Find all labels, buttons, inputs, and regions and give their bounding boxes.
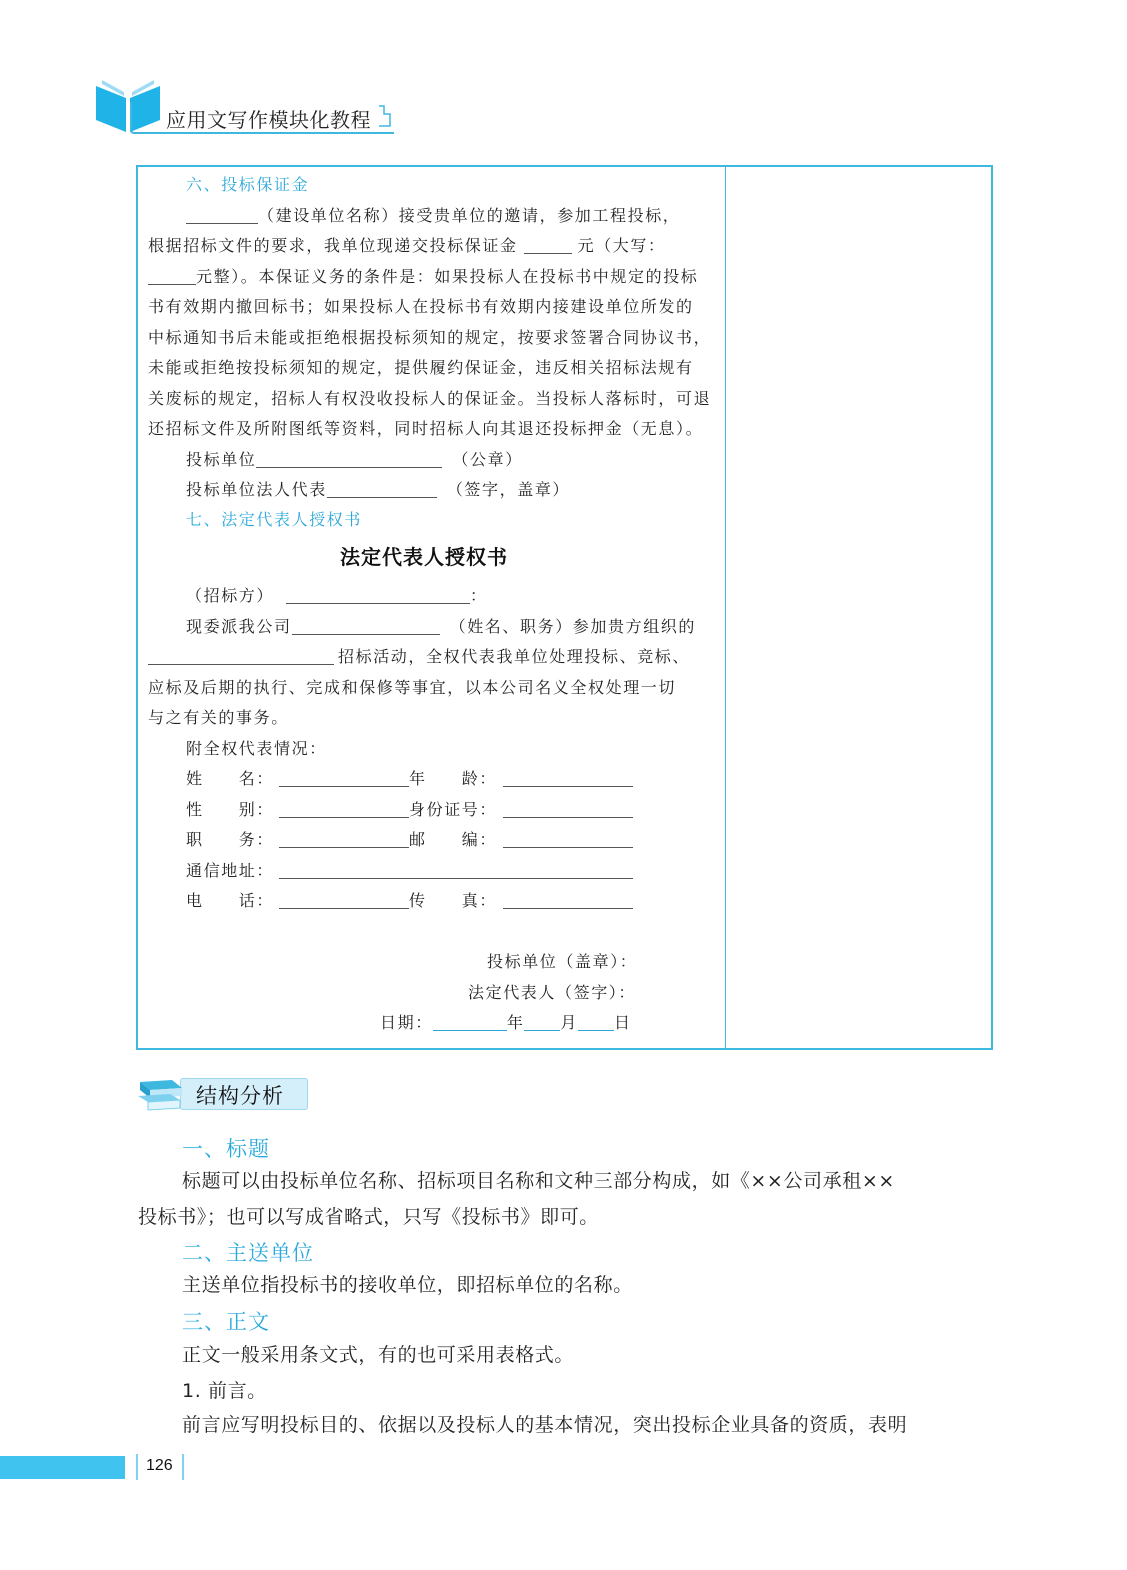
sign-rep-label: 法定代表人（签字）：	[468, 983, 637, 1002]
bond-text: 元整）。本保证义务的条件是：如果投标人在投标书中规定的投标	[196, 267, 699, 286]
signature-rep-row	[186, 480, 570, 500]
footer-divider	[182, 1454, 184, 1480]
auth-line-1	[186, 617, 696, 637]
bond-line-7: 关废标的规定，招标人有权没收投标人的保证金。当投标人落标时，可退	[148, 389, 712, 408]
blank-name-title[interactable]	[292, 618, 440, 635]
bond-line-2	[148, 236, 666, 256]
field-row-name-age	[186, 769, 633, 789]
page-number: 126	[146, 1457, 173, 1474]
analysis-paragraph: 标题可以由投标单位名称、招标项目名称和文种三部分构成，如《××公司承租××	[182, 1170, 895, 1192]
analysis-heading-title: 一、标题	[182, 1137, 270, 1161]
authorization-form-title: 法定代表人授权书	[340, 545, 508, 569]
footer-divider	[136, 1454, 138, 1480]
blank-amount-uppercase[interactable]	[148, 268, 196, 285]
phone-input[interactable]	[279, 892, 409, 909]
bond-line-6: 未能或拒绝按投标须知的规定，提供履约保证金，违反相关招标法规有	[148, 358, 694, 377]
addressee-row	[186, 586, 488, 606]
field-row-title-postcode	[186, 830, 633, 850]
section-heading-authorization: 七、法定代表人授权书	[186, 510, 363, 529]
auth-line-3: 应标及后期的执行、完成和保修等事宜，以本公司名义全权处理一切	[148, 678, 677, 697]
analysis-paragraph: 正文一般采用条文式，有的也可采用表格式。	[182, 1344, 575, 1366]
field-label-postcode: 邮 编：	[409, 830, 498, 849]
field-label-age: 年 龄：	[409, 769, 498, 788]
age-input[interactable]	[503, 770, 633, 787]
bond-text: 根据招标文件的要求，我单位现递交投标保证金	[148, 236, 518, 255]
field-label-address: 通信地址：	[186, 861, 275, 880]
bond-line-4: 书有效期内撤回标书；如果投标人在投标书有效期内接建设单位所发的	[148, 297, 694, 316]
signature-unit-label: 投标单位	[186, 450, 257, 469]
date-label: 日期：	[380, 1013, 433, 1032]
id-number-input[interactable]	[503, 801, 633, 818]
bond-line-1	[186, 206, 680, 226]
blank-amount[interactable]	[524, 237, 572, 254]
sign-unit-label: 投标单位（盖章）：	[487, 952, 638, 971]
header-tab-decoration	[378, 104, 392, 128]
auth-text: 现委派我公司	[186, 617, 292, 636]
attachment-label: 附全权代表情况：	[186, 739, 327, 758]
blank-legal-rep[interactable]	[327, 481, 437, 498]
analysis-paragraph: 投标书》；也可以写成省略式，只写《投标书》即可。	[138, 1206, 599, 1228]
field-label-fax: 传 真：	[409, 891, 498, 910]
gender-input[interactable]	[279, 801, 409, 818]
bond-line-8: 还招标文件及所附图纸等资料，同时招标人向其退还投标押金（无息）。	[148, 419, 704, 438]
field-label-gender: 性 别：	[186, 800, 275, 819]
signature-unit-note: （公章）	[452, 450, 523, 469]
field-row-address	[186, 861, 633, 881]
bond-text: 元（大写：	[577, 236, 666, 255]
field-label-title: 职 务：	[186, 830, 275, 849]
date-year-input[interactable]	[433, 1014, 507, 1031]
date-day-label: 日	[614, 1013, 632, 1032]
signature-rep-label: 投标单位法人代表	[186, 480, 327, 499]
name-input[interactable]	[279, 770, 409, 787]
auth-text: 招标活动，全权代表我单位处理投标、竞标、	[338, 647, 691, 666]
date-month-label: 月	[560, 1013, 579, 1032]
auth-text: （姓名、职务）参加贵方组织的	[449, 617, 697, 636]
footer-color-bar	[0, 1456, 125, 1479]
analysis-heading-body: 三、正文	[182, 1310, 270, 1334]
analysis-paragraph: 主送单位指投标书的接收单位，即招标单位的名称。	[182, 1274, 633, 1296]
signature-rep-note: （签字，盖章）	[446, 480, 571, 499]
blank-construction-unit[interactable]	[186, 207, 258, 224]
blank-bidding-unit[interactable]	[256, 451, 442, 468]
date-year-label: 年	[506, 1013, 525, 1032]
address-input[interactable]	[279, 862, 633, 879]
date-month-input[interactable]	[524, 1014, 560, 1031]
section-heading-bid-bond: 六、投标保证金	[186, 175, 310, 194]
postcode-input[interactable]	[503, 831, 633, 848]
bond-line-3	[148, 267, 698, 287]
addressee-label: （招标方）	[186, 586, 275, 605]
blank-tenderer[interactable]	[286, 587, 470, 604]
date-row	[380, 1013, 632, 1033]
bond-text: （建设单位名称）接受贵单位的邀请，参加工程投标，	[258, 206, 681, 225]
field-label-phone: 电 话：	[186, 891, 275, 910]
field-row-phone-fax	[186, 891, 633, 911]
auth-line-4: 与之有关的事务。	[148, 708, 289, 727]
analysis-paragraph: 1. 前言。	[182, 1380, 267, 1402]
field-label-id-number: 身份证号：	[409, 800, 498, 819]
signature-unit-row	[186, 450, 523, 470]
field-row-gender-id	[186, 800, 633, 820]
bond-line-5: 中标通知书后未能或拒绝根据投标须知的规定，按要求签署合同协议书，	[148, 328, 712, 347]
auth-line-2	[148, 647, 690, 667]
section-badge-label: 结构分析	[196, 1084, 284, 1108]
book-title: 应用文写作模块化教程	[166, 108, 371, 132]
analysis-heading-recipient: 二、主送单位	[182, 1241, 314, 1265]
blank-project[interactable]	[148, 648, 334, 665]
fax-input[interactable]	[503, 892, 633, 909]
addressee-colon: ：	[470, 586, 488, 605]
field-label-name: 姓 名：	[186, 769, 275, 788]
title-input[interactable]	[279, 831, 409, 848]
books-stack-icon	[136, 1076, 186, 1112]
date-day-input[interactable]	[578, 1014, 614, 1031]
analysis-paragraph: 前言应写明投标目的、依据以及投标人的基本情况，突出投标企业具备的资质，表明	[182, 1414, 908, 1436]
box-column-divider	[725, 167, 726, 1048]
